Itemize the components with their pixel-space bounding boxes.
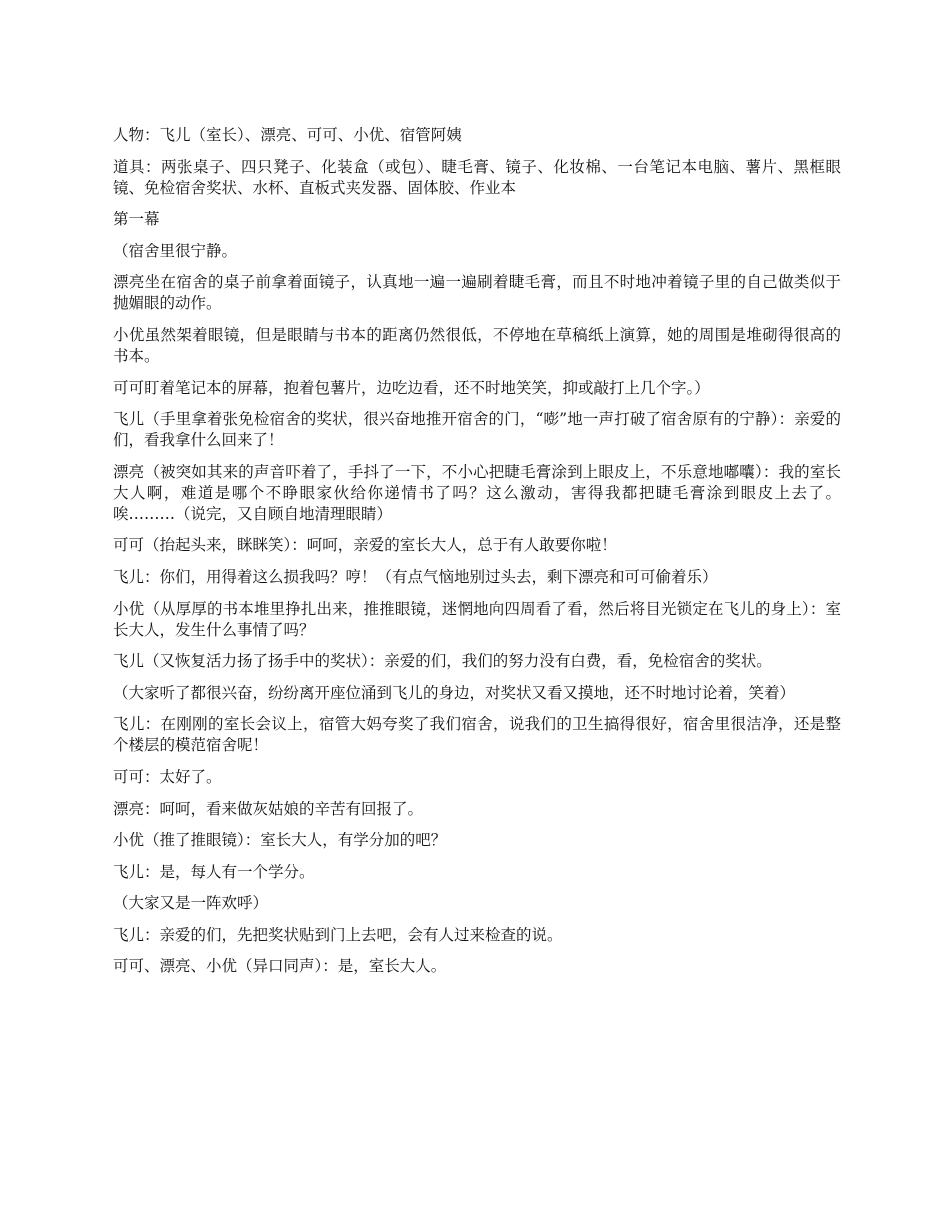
act-heading: 第一幕 bbox=[113, 210, 160, 229]
dialogue-line: 飞儿：在刚刚的室长会议上，宿管大妈夸奖了我们宿舍，说我们的卫生搞得很好，宿舍里很洁净，还是整个楼层的模范宿舍呢！ bbox=[113, 715, 841, 755]
stage-direction: 小优虽然架着眼镜，但是眼睛与书本的距离仍然很低，不停地在草稿纸上演算，她的周围是堆砌得很高的书本。 bbox=[113, 325, 841, 365]
dialogue-line: 飞儿（又恢复活力扬了扬手中的奖状）：亲爱的们，我们的努力没有白费，看，免检宿舍的奖状。 bbox=[113, 652, 772, 671]
stage-direction: （大家又是一阵欢呼） bbox=[113, 894, 269, 913]
stage-direction: （大家听了都很兴奋，纷纷离开座位涌到飞儿的身边，对奖状又看又摸地，还不时地讨论着，笑着） bbox=[113, 683, 796, 702]
stage-direction: 漂亮坐在宿舍的桌子前拿着面镜子，认真地一遍一遍刷着睫毛膏，而且不时地冲着镜子里的自己做类似于抛媚眼的动作。 bbox=[113, 273, 841, 313]
dialogue-line: 漂亮（被突如其来的声音吓着了，手抖了一下，不小心把睫毛膏涂到上眼皮上，不乐意地嘟囔）：我的室长大人啊，难道是哪个不睁眼家伙给你递情书了吗？这么激动，害得我都把睫毛膏涂到眼皮上去了。唉………（说完，又自顾自地清理眼睛） bbox=[113, 462, 841, 523]
dialogue-line: 小优（推了推眼镜）：室长大人，有学分加的吧？ bbox=[113, 831, 447, 850]
dialogue-line: 小优（从厚厚的书本堆里挣扎出来，推推眼镜，迷惘地向四周看了看，然后将目光锁定在飞儿的身上）：室长大人，发生什么事情了吗？ bbox=[113, 599, 841, 639]
dialogue-line: 飞儿（手里拿着张免检宿舍的奖状，很兴奋地推开宿舍的门，“嘭”地一声打破了宿舍原有的宁静）：亲爱的们，看我拿什么回来了！ bbox=[113, 410, 841, 450]
props-line: 道具：两张桌子、四只凳子、化装盒（或包）、睫毛膏、镜子、化妆棉、一台笔记本电脑、薯片、黑框眼镜、免检宿舍奖状、水杯、直板式夹发器、固体胶、作业本 bbox=[113, 157, 841, 197]
dialogue-line: 飞儿：你们，用得着这么损我吗？哼！（有点气恼地别过头去，剩下漂亮和可可偷着乐） bbox=[113, 567, 718, 586]
document-page bbox=[113, 125, 841, 988]
dialogue-line: 可可（抬起头来，眯眯笑）：呵呵，亲爱的室长大人，总于有人敢要你啦！ bbox=[113, 536, 617, 555]
dialogue-line: 飞儿：是，每人有一个学分。 bbox=[113, 862, 315, 881]
cast-line: 人物：飞儿（室长）、漂亮、可可、小优、宿管阿姨 bbox=[113, 126, 462, 144]
dialogue-line: 可可、漂亮、小优（异口同声）：是，室长大人。 bbox=[113, 957, 447, 976]
stage-direction: 可可盯着笔记本的屏幕，抱着包薯片，边吃边看，还不时地笑笑，抑或敲打上几个字。） bbox=[113, 378, 710, 397]
stage-direction: （宿舍里很宁静。 bbox=[113, 241, 238, 260]
dialogue-line: 可可：太好了。 bbox=[113, 767, 222, 786]
dialogue-line: 漂亮：呵呵，看来做灰姑娘的辛苦有回报了。 bbox=[113, 799, 424, 818]
dialogue-line: 飞儿：亲爱的们，先把奖状贴到门上去吧，会有人过来检查的说。 bbox=[113, 925, 563, 944]
